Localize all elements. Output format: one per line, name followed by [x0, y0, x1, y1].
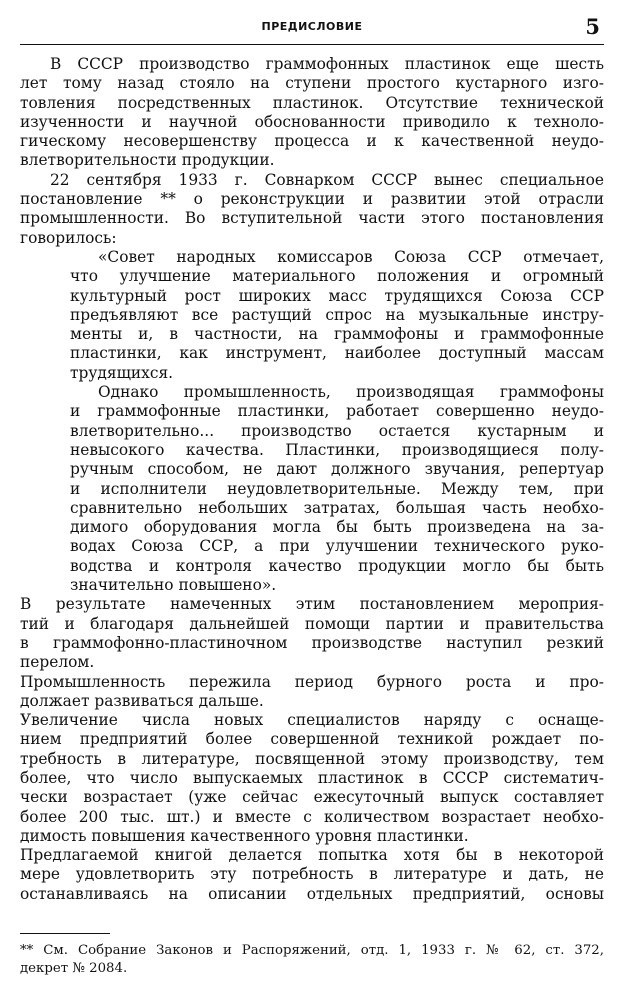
text-line: требность в литературе, посвященной этому производству, тем	[20, 749, 604, 768]
text-line: невысокого качества. Пластинки, производящиеся полу-	[70, 440, 604, 459]
text-line: менты и, в частности, на граммофоны и граммофонные	[70, 325, 604, 344]
footnote-rule	[20, 933, 110, 934]
text-line: димого оборудования могла бы быть произведена на за-	[70, 518, 604, 537]
body-text	[20, 55, 604, 904]
footnote-line: декрет № 2084.	[20, 961, 128, 976]
paragraph	[20, 711, 604, 846]
text-line: водах Союза ССР, а при улучшении технического руко-	[70, 537, 604, 556]
text-line: значительно повышено».	[70, 576, 277, 595]
text-line: «Совет народных комиссаров Союза ССР отмечает,	[98, 247, 604, 266]
paragraph	[20, 673, 604, 712]
text-line: 22 сентября 1933 г. Совнарком СССР вынес специальное	[50, 170, 604, 189]
running-title: ПРЕДИСЛОВИЕ	[261, 20, 363, 33]
text-line: Однако промышленность, производящая граммофоны	[98, 383, 604, 402]
paragraph	[20, 171, 604, 248]
text-line: изученности и научной обоснованности приводило к техноло-	[20, 112, 604, 131]
text-line: товления посредственных пластинок. Отсутствие технической	[20, 93, 604, 112]
page-header	[20, 14, 604, 42]
text-line: более, что число выпускаемых пластинок в СССР систематич-	[20, 768, 604, 787]
text-line: Промышленность пережила период бурного роста и про-	[20, 672, 604, 691]
text-line: нием предприятий более совершенной техникой рождает по-	[20, 730, 604, 749]
quote-paragraph	[20, 383, 604, 595]
text-line: в граммофонно-пластиночном производстве наступил резкий	[20, 633, 604, 652]
text-line: промышленности. Во вступительной части этого постановления	[20, 209, 604, 228]
paragraph	[20, 595, 604, 672]
text-line: влетворительности продукции.	[20, 151, 275, 170]
text-line: тий и благодаря дальнейшей помощи партии и правительства	[20, 614, 604, 633]
paragraph	[20, 55, 604, 171]
text-line: Увеличение числа новых специалистов наряду с оснаще-	[20, 711, 604, 730]
text-line: и граммофонные пластинки, работает совершенно неудо-	[70, 402, 604, 421]
text-line: влетворительно... производство остается кустарным и	[70, 421, 604, 440]
text-line: что улучшение материального положения и огромный	[70, 267, 604, 286]
text-line: перелом.	[20, 653, 95, 672]
text-line: говорилось:	[20, 228, 117, 247]
text-line: водства и контроля качество продукции могло бы быть	[70, 556, 604, 575]
text-line: гическому несовершенству процесса и к качественной неудо-	[20, 132, 604, 151]
quote-paragraph	[20, 248, 604, 383]
text-line: мере удовлетворить эту потребность в литературе и дать, не	[20, 865, 604, 884]
text-line: лет тому назад стояло на ступени простого кустарного изго-	[20, 74, 604, 93]
text-line: постановление ** о реконструкции и развитии этой отрасли	[20, 190, 604, 209]
footnote-line: ** См. Собрание Законов и Распоряжений, отд. 1, 1933 г. № 62, ст. 372,	[20, 943, 604, 958]
text-line: сравнительно небольших затратах, большая часть необхо-	[70, 498, 604, 517]
text-line: трудящихся.	[70, 363, 174, 382]
text-line: Предлагаемой книгой делается попытка хотя бы в некоторой	[20, 846, 604, 865]
text-line: предъявляют все растущий спрос на музыкальные инстру-	[70, 305, 604, 324]
header-rule	[20, 44, 604, 45]
text-line: останавливаясь на описании отдельных предприятий, основы	[20, 884, 604, 903]
text-line: В СССР производство граммофонных пластинок еще шесть	[50, 55, 604, 73]
text-line: чески возрастает (уже сейчас ежесуточный выпуск составляет	[20, 788, 604, 807]
text-line: более 200 тыс. шт.) и вместе с количеством возрастает необхо-	[20, 807, 604, 826]
text-line: ручным способом, не дают должного звучания, репертуар	[70, 460, 604, 479]
text-line: должает развиваться дальше.	[20, 691, 264, 710]
footnote	[20, 942, 604, 978]
text-line: В результате намеченных этим постановлением мероприя-	[20, 595, 604, 614]
paragraph	[20, 846, 604, 904]
text-line: и исполнители неудовлетворительные. Между тем, при	[70, 479, 604, 498]
text-line: пластинки, как инструмент, наиболее доступный массам	[70, 344, 604, 363]
page-number: 5	[585, 14, 600, 39]
text-line: культурный рост широких масс трудящихся Союза ССР	[70, 286, 604, 305]
text-line: димость повышения качественного уровня пластинки.	[20, 826, 469, 845]
